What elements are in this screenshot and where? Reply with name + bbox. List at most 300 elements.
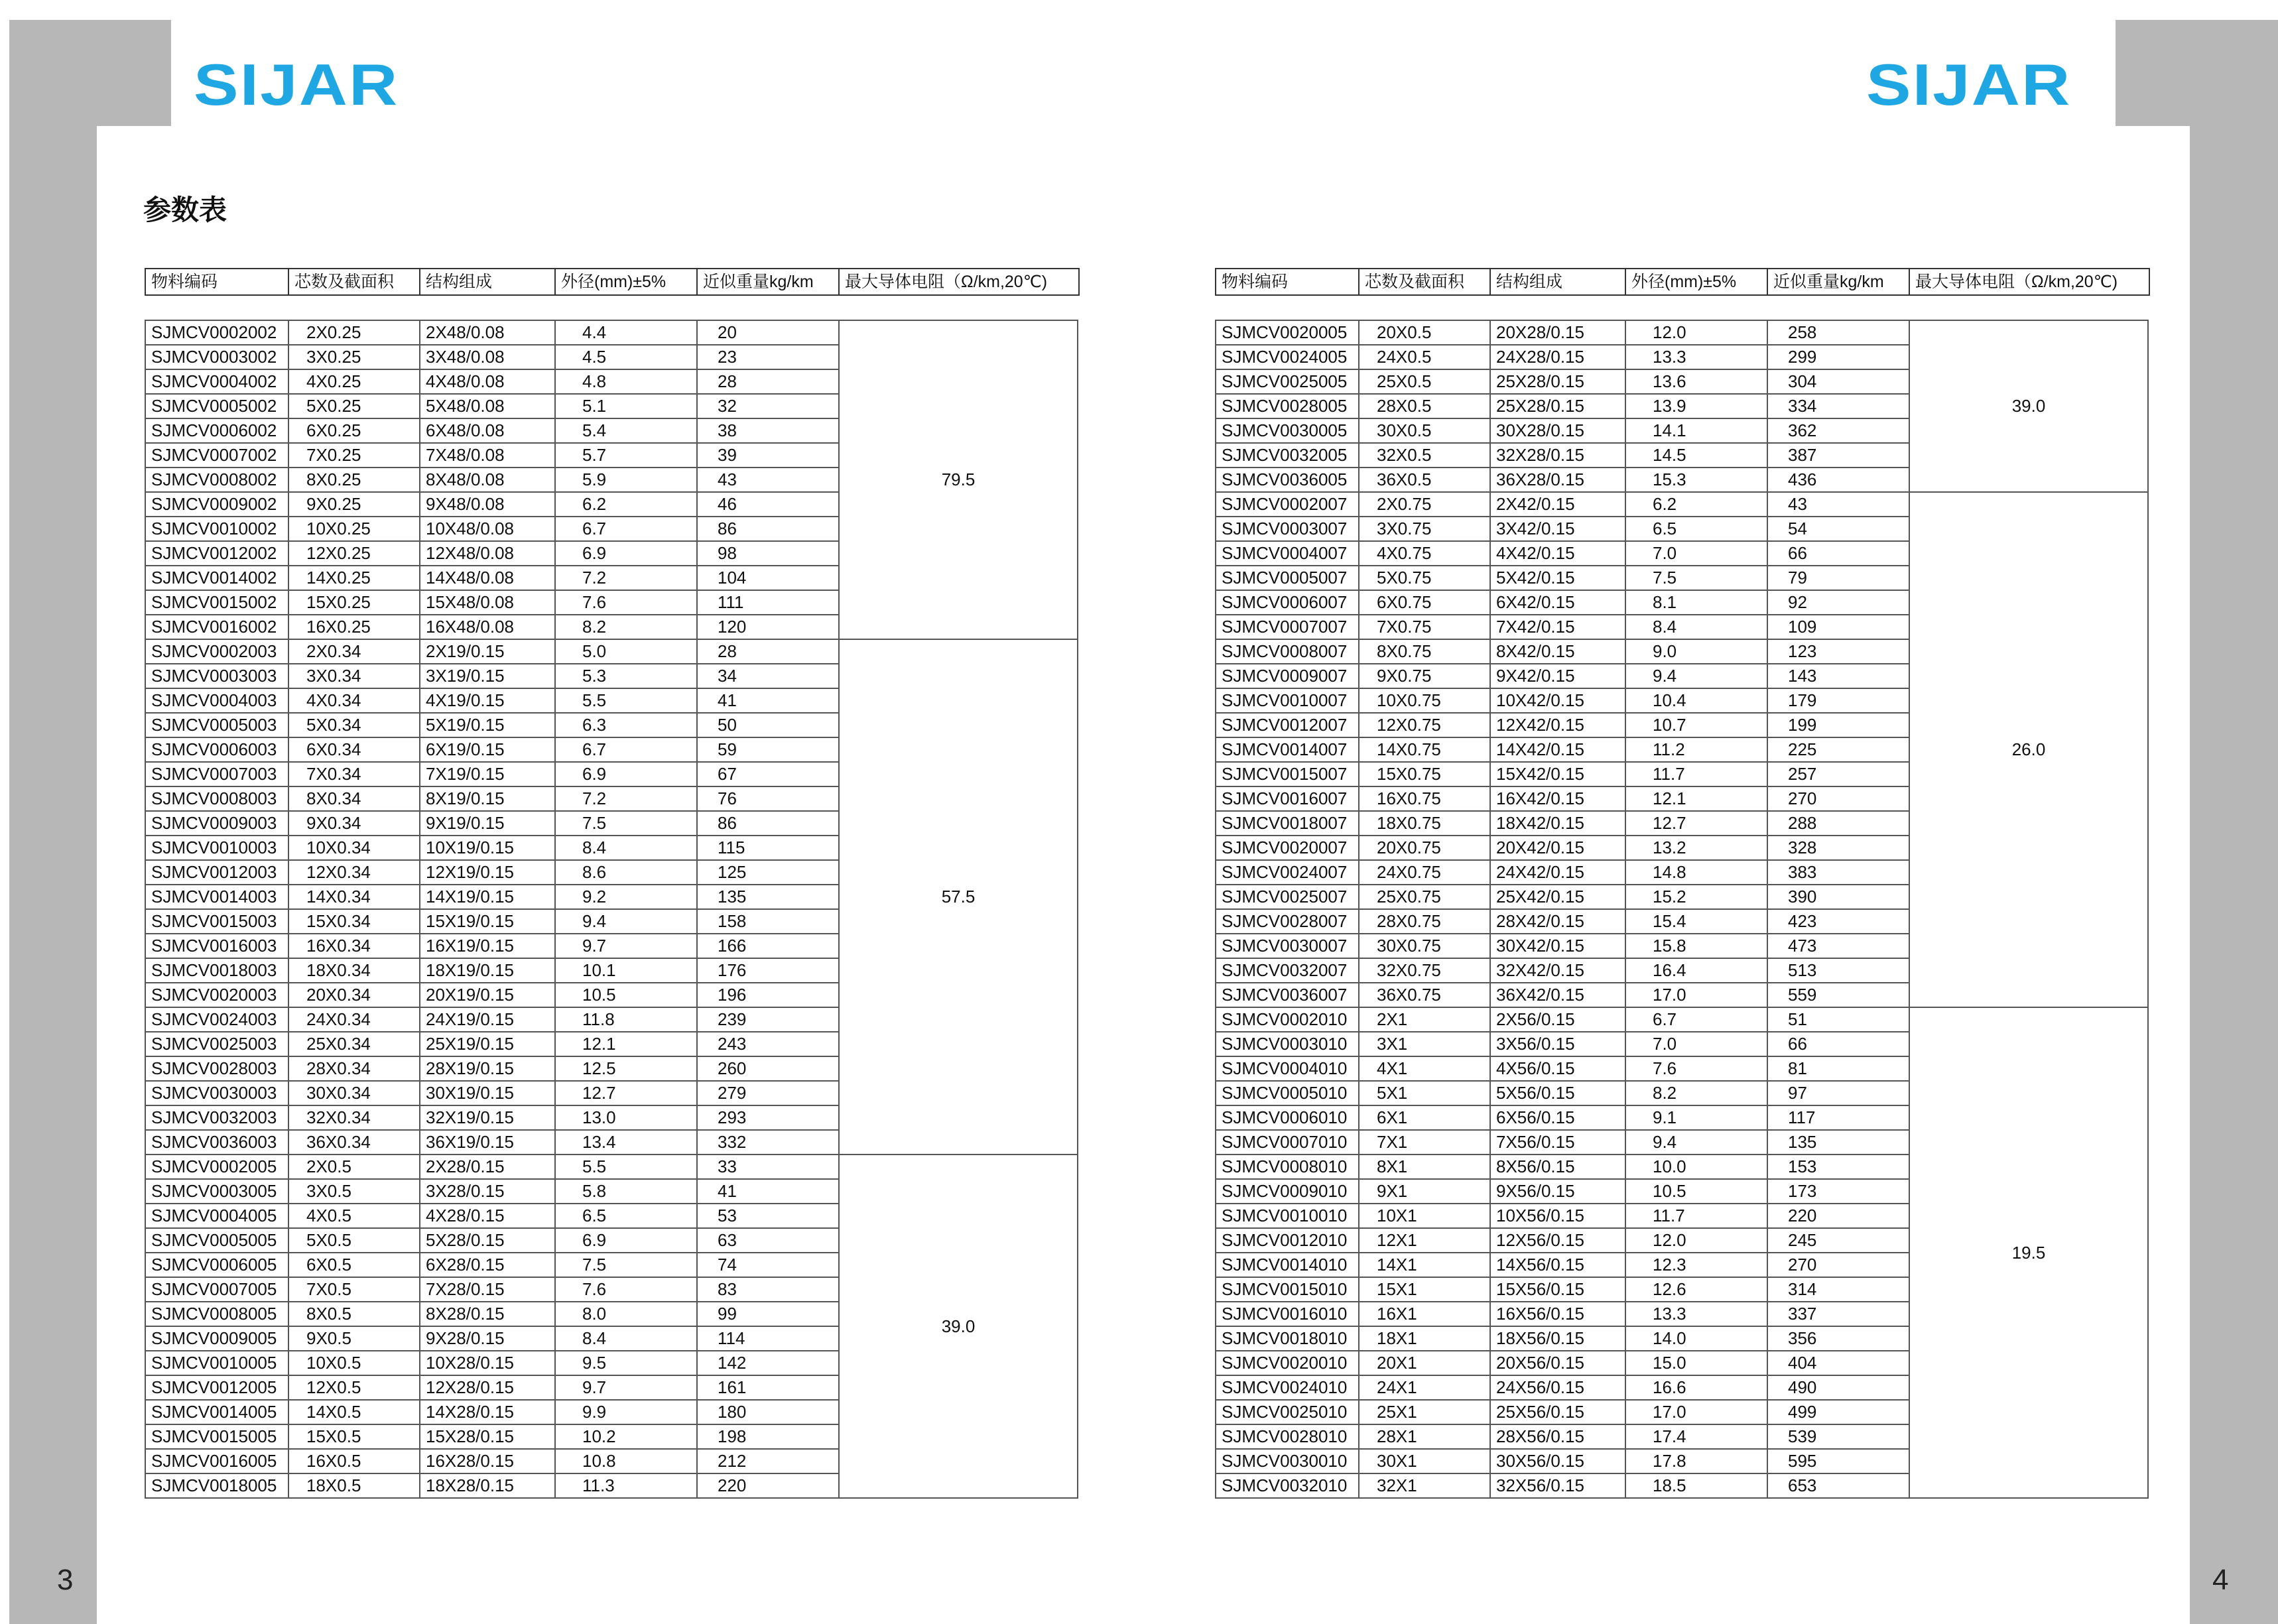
cell-material-code: SJMCV0014007: [1216, 737, 1359, 762]
cell-cores-section: 16X0.34: [288, 934, 420, 958]
cell-structure: 8X42/0.15: [1490, 639, 1625, 664]
cell-outer-diameter: 10.7: [1625, 713, 1767, 737]
cell-structure: 16X56/0.15: [1490, 1302, 1625, 1326]
cell-weight: 356: [1767, 1326, 1909, 1351]
cell-material-code: SJMCV0006007: [1216, 590, 1359, 615]
cell-outer-diameter: 14.8: [1625, 860, 1767, 885]
cell-structure: 6X19/0.15: [420, 737, 555, 762]
page-number-right: 4: [2212, 1564, 2229, 1596]
cell-outer-diameter: 9.7: [555, 934, 697, 958]
cell-material-code: SJMCV0005002: [145, 394, 288, 418]
cell-outer-diameter: 12.0: [1625, 320, 1767, 345]
cell-weight: 41: [697, 688, 839, 713]
right-top-band: [2116, 20, 2278, 126]
cell-structure: 7X48/0.08: [420, 443, 555, 468]
cell-material-code: SJMCV0030007: [1216, 934, 1359, 958]
header-structure: 结构组成: [420, 269, 556, 294]
cell-outer-diameter: 12.7: [555, 1081, 697, 1105]
cell-material-code: SJMCV0007005: [145, 1277, 288, 1302]
cell-weight: 314: [1767, 1277, 1909, 1302]
cell-weight: 390: [1767, 885, 1909, 909]
cell-weight: 653: [1767, 1473, 1909, 1498]
cell-structure: 30X56/0.15: [1490, 1449, 1625, 1473]
header-material-code: 物料编码: [1216, 269, 1360, 294]
left-margin-strip: [9, 20, 97, 1624]
cell-outer-diameter: 8.6: [555, 860, 697, 885]
cell-structure: 16X48/0.08: [420, 615, 555, 639]
cell-cores-section: 3X0.5: [288, 1179, 420, 1204]
cell-material-code: SJMCV0004010: [1216, 1056, 1359, 1081]
cell-material-code: SJMCV0003003: [145, 664, 288, 688]
cell-cores-section: 9X0.5: [288, 1326, 420, 1351]
cell-outer-diameter: 15.8: [1625, 934, 1767, 958]
cell-structure: 14X19/0.15: [420, 885, 555, 909]
cell-cores-section: 18X0.75: [1359, 811, 1490, 836]
cell-weight: 66: [1767, 541, 1909, 566]
cell-structure: 5X28/0.15: [420, 1228, 555, 1253]
cell-outer-diameter: 6.7: [555, 737, 697, 762]
cell-material-code: SJMCV0009005: [145, 1326, 288, 1351]
cell-structure: 24X28/0.15: [1490, 345, 1625, 369]
cell-cores-section: 9X1: [1359, 1179, 1490, 1204]
cell-weight: 143: [1767, 664, 1909, 688]
cell-cores-section: 24X0.34: [288, 1007, 420, 1032]
cell-structure: 15X56/0.15: [1490, 1277, 1625, 1302]
cell-cores-section: 5X0.5: [288, 1228, 420, 1253]
cell-structure: 28X19/0.15: [420, 1056, 555, 1081]
cell-structure: 3X19/0.15: [420, 664, 555, 688]
cell-material-code: SJMCV0003005: [145, 1179, 288, 1204]
cell-material-code: SJMCV0005003: [145, 713, 288, 737]
cell-weight: 43: [1767, 492, 1909, 517]
cell-cores-section: 5X1: [1359, 1081, 1490, 1105]
cell-cores-section: 4X0.75: [1359, 541, 1490, 566]
cell-structure: 14X48/0.08: [420, 566, 555, 590]
cell-material-code: SJMCV0024003: [145, 1007, 288, 1032]
cell-outer-diameter: 6.7: [1625, 1007, 1767, 1032]
cell-weight: 79: [1767, 566, 1909, 590]
cell-material-code: SJMCV0005010: [1216, 1081, 1359, 1105]
parameter-table-right: [1215, 320, 2149, 1499]
cell-material-code: SJMCV0010003: [145, 836, 288, 860]
header-structure: 结构组成: [1491, 269, 1626, 294]
cell-outer-diameter: 5.0: [555, 639, 697, 664]
cell-material-code: SJMCV0028003: [145, 1056, 288, 1081]
cell-weight: 176: [697, 958, 839, 983]
cell-cores-section: 32X0.75: [1359, 958, 1490, 983]
cell-cores-section: 20X0.75: [1359, 836, 1490, 860]
table-row: [1216, 492, 2148, 517]
cell-cores-section: 14X0.5: [288, 1400, 420, 1424]
cell-max-resistance: 39.0: [839, 1155, 1078, 1498]
cell-cores-section: 9X0.75: [1359, 664, 1490, 688]
cell-cores-section: 24X0.5: [1359, 345, 1490, 369]
cell-outer-diameter: 5.5: [555, 1155, 697, 1179]
cell-material-code: SJMCV0009007: [1216, 664, 1359, 688]
cell-weight: 81: [1767, 1056, 1909, 1081]
cell-outer-diameter: 6.5: [555, 1204, 697, 1228]
cell-weight: 436: [1767, 468, 1909, 492]
cell-max-resistance: 57.5: [839, 639, 1078, 1155]
cell-material-code: SJMCV0002002: [145, 320, 288, 345]
cell-material-code: SJMCV0030010: [1216, 1449, 1359, 1473]
cell-outer-diameter: 6.9: [555, 762, 697, 786]
cell-cores-section: 7X0.34: [288, 762, 420, 786]
cell-weight: 404: [1767, 1351, 1909, 1375]
cell-structure: 7X28/0.15: [420, 1277, 555, 1302]
cell-cores-section: 25X0.75: [1359, 885, 1490, 909]
cell-outer-diameter: 11.8: [555, 1007, 697, 1032]
cell-material-code: SJMCV0024007: [1216, 860, 1359, 885]
cell-structure: 9X42/0.15: [1490, 664, 1625, 688]
cell-material-code: SJMCV0005007: [1216, 566, 1359, 590]
cell-cores-section: 2X0.25: [288, 320, 420, 345]
cell-weight: 299: [1767, 345, 1909, 369]
cell-structure: 9X48/0.08: [420, 492, 555, 517]
cell-cores-section: 36X0.5: [1359, 468, 1490, 492]
cell-cores-section: 20X0.5: [1359, 320, 1490, 345]
cell-weight: 328: [1767, 836, 1909, 860]
cell-cores-section: 5X0.25: [288, 394, 420, 418]
cell-structure: 36X19/0.15: [420, 1130, 555, 1155]
cell-material-code: SJMCV0036007: [1216, 983, 1359, 1007]
cell-material-code: SJMCV0020007: [1216, 836, 1359, 860]
cell-weight: 288: [1767, 811, 1909, 836]
cell-outer-diameter: 13.2: [1625, 836, 1767, 860]
cell-cores-section: 6X0.25: [288, 418, 420, 443]
cell-structure: 7X42/0.15: [1490, 615, 1625, 639]
cell-cores-section: 7X0.5: [288, 1277, 420, 1302]
cell-weight: 279: [697, 1081, 839, 1105]
cell-cores-section: 2X0.75: [1359, 492, 1490, 517]
cell-outer-diameter: 7.0: [1625, 1032, 1767, 1056]
cell-outer-diameter: 15.0: [1625, 1351, 1767, 1375]
cell-material-code: SJMCV0024010: [1216, 1375, 1359, 1400]
cell-outer-diameter: 9.0: [1625, 639, 1767, 664]
cell-weight: 166: [697, 934, 839, 958]
cell-material-code: SJMCV0018007: [1216, 811, 1359, 836]
page-title: 参数表: [143, 194, 227, 225]
cell-outer-diameter: 6.9: [555, 541, 697, 566]
cell-structure: 8X28/0.15: [420, 1302, 555, 1326]
cell-weight: 86: [697, 517, 839, 541]
table-row: [145, 320, 1078, 345]
cell-cores-section: 30X0.34: [288, 1081, 420, 1105]
cell-outer-diameter: 5.8: [555, 1179, 697, 1204]
header-max-resistance: 最大导体电阻（Ω/km,20℃): [845, 273, 1048, 291]
cell-material-code: SJMCV0014010: [1216, 1253, 1359, 1277]
cell-outer-diameter: 5.1: [555, 394, 697, 418]
cell-weight: 220: [697, 1473, 839, 1498]
cell-outer-diameter: 6.3: [555, 713, 697, 737]
cell-cores-section: 7X0.75: [1359, 615, 1490, 639]
cell-outer-diameter: 12.0: [1625, 1228, 1767, 1253]
cell-weight: 66: [1767, 1032, 1909, 1056]
header-weight: 近似重量kg/km: [1768, 269, 1910, 294]
cell-weight: 337: [1767, 1302, 1909, 1326]
brand-logo-right: SIJAR: [1866, 52, 2072, 117]
cell-weight: 23: [697, 345, 839, 369]
cell-outer-diameter: 10.0: [1625, 1155, 1767, 1179]
cell-material-code: SJMCV0004007: [1216, 541, 1359, 566]
cell-outer-diameter: 14.1: [1625, 418, 1767, 443]
cell-weight: 243: [697, 1032, 839, 1056]
cell-outer-diameter: 7.5: [555, 1253, 697, 1277]
cell-cores-section: 15X0.5: [288, 1424, 420, 1449]
cell-weight: 98: [697, 541, 839, 566]
cell-cores-section: 8X0.34: [288, 786, 420, 811]
cell-material-code: SJMCV0010007: [1216, 688, 1359, 713]
cell-material-code: SJMCV0008010: [1216, 1155, 1359, 1179]
cell-material-code: SJMCV0003007: [1216, 517, 1359, 541]
cell-structure: 3X42/0.15: [1490, 517, 1625, 541]
cell-structure: 18X56/0.15: [1490, 1326, 1625, 1351]
cell-outer-diameter: 13.9: [1625, 394, 1767, 418]
cell-material-code: SJMCV0009010: [1216, 1179, 1359, 1204]
cell-cores-section: 6X1: [1359, 1105, 1490, 1130]
cell-outer-diameter: 11.2: [1625, 737, 1767, 762]
cell-cores-section: 18X0.5: [288, 1473, 420, 1498]
cell-outer-diameter: 17.0: [1625, 1400, 1767, 1424]
cell-material-code: SJMCV0032005: [1216, 443, 1359, 468]
cell-material-code: SJMCV0028007: [1216, 909, 1359, 934]
cell-cores-section: 25X1: [1359, 1400, 1490, 1424]
cell-weight: 513: [1767, 958, 1909, 983]
cell-cores-section: 30X1: [1359, 1449, 1490, 1473]
cell-outer-diameter: 10.5: [555, 983, 697, 1007]
cell-outer-diameter: 10.4: [1625, 688, 1767, 713]
cell-cores-section: 32X1: [1359, 1473, 1490, 1498]
cell-material-code: SJMCV0032007: [1216, 958, 1359, 983]
cell-weight: 473: [1767, 934, 1909, 958]
cell-structure: 9X19/0.15: [420, 811, 555, 836]
cell-outer-diameter: 9.7: [555, 1375, 697, 1400]
cell-cores-section: 8X0.5: [288, 1302, 420, 1326]
cell-weight: 125: [697, 860, 839, 885]
cell-cores-section: 12X1: [1359, 1228, 1490, 1253]
cell-cores-section: 14X0.25: [288, 566, 420, 590]
header-weight: 近似重量kg/km: [698, 269, 840, 294]
cell-material-code: SJMCV0016002: [145, 615, 288, 639]
table-row: [1216, 320, 2148, 345]
cell-weight: 28: [697, 639, 839, 664]
cell-structure: 8X56/0.15: [1490, 1155, 1625, 1179]
cell-cores-section: 8X1: [1359, 1155, 1490, 1179]
cell-outer-diameter: 10.2: [555, 1424, 697, 1449]
cell-structure: 24X42/0.15: [1490, 860, 1625, 885]
cell-weight: 362: [1767, 418, 1909, 443]
cell-outer-diameter: 12.7: [1625, 811, 1767, 836]
cell-outer-diameter: 5.4: [555, 418, 697, 443]
cell-max-resistance: 39.0: [1909, 320, 2148, 492]
cell-outer-diameter: 12.6: [1625, 1277, 1767, 1302]
header-cores-section: 芯数及截面积: [1360, 269, 1491, 294]
cell-outer-diameter: 5.5: [555, 688, 697, 713]
cell-outer-diameter: 13.3: [1625, 1302, 1767, 1326]
cell-material-code: SJMCV0008007: [1216, 639, 1359, 664]
cell-weight: 239: [697, 1007, 839, 1032]
cell-weight: 83: [697, 1277, 839, 1302]
cell-weight: 123: [1767, 639, 1909, 664]
cell-structure: 7X56/0.15: [1490, 1130, 1625, 1155]
cell-outer-diameter: 14.5: [1625, 443, 1767, 468]
cell-outer-diameter: 15.4: [1625, 909, 1767, 934]
cell-weight: 53: [697, 1204, 839, 1228]
cell-cores-section: 12X0.34: [288, 860, 420, 885]
cell-cores-section: 14X1: [1359, 1253, 1490, 1277]
cell-outer-diameter: 7.5: [555, 811, 697, 836]
right-margin-strip: [2190, 20, 2278, 1624]
cell-outer-diameter: 9.5: [555, 1351, 697, 1375]
cell-outer-diameter: 8.4: [1625, 615, 1767, 639]
cell-outer-diameter: 8.1: [1625, 590, 1767, 615]
cell-structure: 4X48/0.08: [420, 369, 555, 394]
cell-outer-diameter: 17.4: [1625, 1424, 1767, 1449]
cell-cores-section: 2X0.34: [288, 639, 420, 664]
cell-structure: 20X19/0.15: [420, 983, 555, 1007]
cell-outer-diameter: 8.4: [555, 836, 697, 860]
cell-outer-diameter: 7.2: [555, 786, 697, 811]
cell-outer-diameter: 4.5: [555, 345, 697, 369]
cell-weight: 120: [697, 615, 839, 639]
cell-material-code: SJMCV0032010: [1216, 1473, 1359, 1498]
cell-outer-diameter: 6.2: [1625, 492, 1767, 517]
cell-weight: 258: [1767, 320, 1909, 345]
cell-cores-section: 32X0.5: [1359, 443, 1490, 468]
cell-structure: 10X48/0.08: [420, 517, 555, 541]
cell-cores-section: 5X0.75: [1359, 566, 1490, 590]
cell-material-code: SJMCV0009002: [145, 492, 288, 517]
cell-weight: 332: [697, 1130, 839, 1155]
cell-structure: 4X28/0.15: [420, 1204, 555, 1228]
cell-structure: 20X28/0.15: [1490, 320, 1625, 345]
cell-cores-section: 6X0.34: [288, 737, 420, 762]
cell-cores-section: 15X0.25: [288, 590, 420, 615]
cell-material-code: SJMCV0006010: [1216, 1105, 1359, 1130]
cell-weight: 99: [697, 1302, 839, 1326]
cell-outer-diameter: 12.5: [555, 1056, 697, 1081]
cell-cores-section: 9X0.34: [288, 811, 420, 836]
cell-cores-section: 9X0.25: [288, 492, 420, 517]
cell-material-code: SJMCV0002003: [145, 639, 288, 664]
cell-cores-section: 2X1: [1359, 1007, 1490, 1032]
cell-weight: 28: [697, 369, 839, 394]
cell-cores-section: 3X0.34: [288, 664, 420, 688]
cell-weight: 199: [1767, 713, 1909, 737]
cell-structure: 25X42/0.15: [1490, 885, 1625, 909]
cell-structure: 16X28/0.15: [420, 1449, 555, 1473]
cell-material-code: SJMCV0036003: [145, 1130, 288, 1155]
cell-weight: 51: [1767, 1007, 1909, 1032]
cell-cores-section: 4X1: [1359, 1056, 1490, 1081]
cell-cores-section: 6X0.5: [288, 1253, 420, 1277]
cell-cores-section: 18X0.34: [288, 958, 420, 983]
cell-material-code: SJMCV0012007: [1216, 713, 1359, 737]
cell-material-code: SJMCV0004002: [145, 369, 288, 394]
cell-material-code: SJMCV0024005: [1216, 345, 1359, 369]
cell-outer-diameter: 17.0: [1625, 983, 1767, 1007]
cell-material-code: SJMCV0018010: [1216, 1326, 1359, 1351]
cell-weight: 220: [1767, 1204, 1909, 1228]
cell-structure: 9X28/0.15: [420, 1326, 555, 1351]
cell-weight: 63: [697, 1228, 839, 1253]
cell-weight: 67: [697, 762, 839, 786]
cell-cores-section: 15X0.34: [288, 909, 420, 934]
cell-outer-diameter: 13.4: [555, 1130, 697, 1155]
cell-material-code: SJMCV0030003: [145, 1081, 288, 1105]
parameter-table-left: [145, 320, 1078, 1499]
cell-cores-section: 12X0.5: [288, 1375, 420, 1400]
cell-cores-section: 8X0.75: [1359, 639, 1490, 664]
cell-material-code: SJMCV0014003: [145, 885, 288, 909]
cell-structure: 10X19/0.15: [420, 836, 555, 860]
cell-weight: 180: [697, 1400, 839, 1424]
cell-material-code: SJMCV0036005: [1216, 468, 1359, 492]
cell-outer-diameter: 11.7: [1625, 762, 1767, 786]
cell-cores-section: 3X0.75: [1359, 517, 1490, 541]
table-row: [1216, 1007, 2148, 1032]
cell-outer-diameter: 11.3: [555, 1473, 697, 1498]
cell-weight: 41: [697, 1179, 839, 1204]
cell-outer-diameter: 6.9: [555, 1228, 697, 1253]
cell-material-code: SJMCV0014005: [145, 1400, 288, 1424]
cell-weight: 595: [1767, 1449, 1909, 1473]
cell-structure: 12X48/0.08: [420, 541, 555, 566]
cell-structure: 20X56/0.15: [1490, 1351, 1625, 1375]
cell-material-code: SJMCV0015010: [1216, 1277, 1359, 1302]
cell-outer-diameter: 13.0: [555, 1105, 697, 1130]
cell-structure: 4X56/0.15: [1490, 1056, 1625, 1081]
cell-structure: 5X19/0.15: [420, 713, 555, 737]
cell-structure: 14X56/0.15: [1490, 1253, 1625, 1277]
table-header-right: [1215, 268, 2150, 296]
cell-structure: 18X42/0.15: [1490, 811, 1625, 836]
cell-material-code: SJMCV0006005: [145, 1253, 288, 1277]
cell-weight: 539: [1767, 1424, 1909, 1449]
cell-structure: 6X56/0.15: [1490, 1105, 1625, 1130]
cell-material-code: SJMCV0018003: [145, 958, 288, 983]
cell-material-code: SJMCV0007002: [145, 443, 288, 468]
cell-weight: 97: [1767, 1081, 1909, 1105]
cell-weight: 334: [1767, 394, 1909, 418]
cell-outer-diameter: 9.4: [555, 909, 697, 934]
cell-structure: 18X19/0.15: [420, 958, 555, 983]
cell-outer-diameter: 8.0: [555, 1302, 697, 1326]
cell-weight: 559: [1767, 983, 1909, 1007]
cell-material-code: SJMCV0012010: [1216, 1228, 1359, 1253]
cell-structure: 2X48/0.08: [420, 320, 555, 345]
cell-material-code: SJMCV0028010: [1216, 1424, 1359, 1449]
cell-structure: 30X42/0.15: [1490, 934, 1625, 958]
cell-cores-section: 32X0.34: [288, 1105, 420, 1130]
cell-structure: 9X56/0.15: [1490, 1179, 1625, 1204]
cell-material-code: SJMCV0010005: [145, 1351, 288, 1375]
cell-outer-diameter: 6.2: [555, 492, 697, 517]
cell-structure: 2X56/0.15: [1490, 1007, 1625, 1032]
cell-material-code: SJMCV0025005: [1216, 369, 1359, 394]
cell-material-code: SJMCV0012003: [145, 860, 288, 885]
cell-cores-section: 10X1: [1359, 1204, 1490, 1228]
cell-outer-diameter: 7.6: [555, 590, 697, 615]
cell-cores-section: 10X0.34: [288, 836, 420, 860]
cell-structure: 8X48/0.08: [420, 468, 555, 492]
cell-structure: 24X19/0.15: [420, 1007, 555, 1032]
cell-material-code: SJMCV0025003: [145, 1032, 288, 1056]
cell-structure: 3X28/0.15: [420, 1179, 555, 1204]
cell-weight: 54: [1767, 517, 1909, 541]
cell-weight: 46: [697, 492, 839, 517]
cell-material-code: SJMCV0018005: [145, 1473, 288, 1498]
